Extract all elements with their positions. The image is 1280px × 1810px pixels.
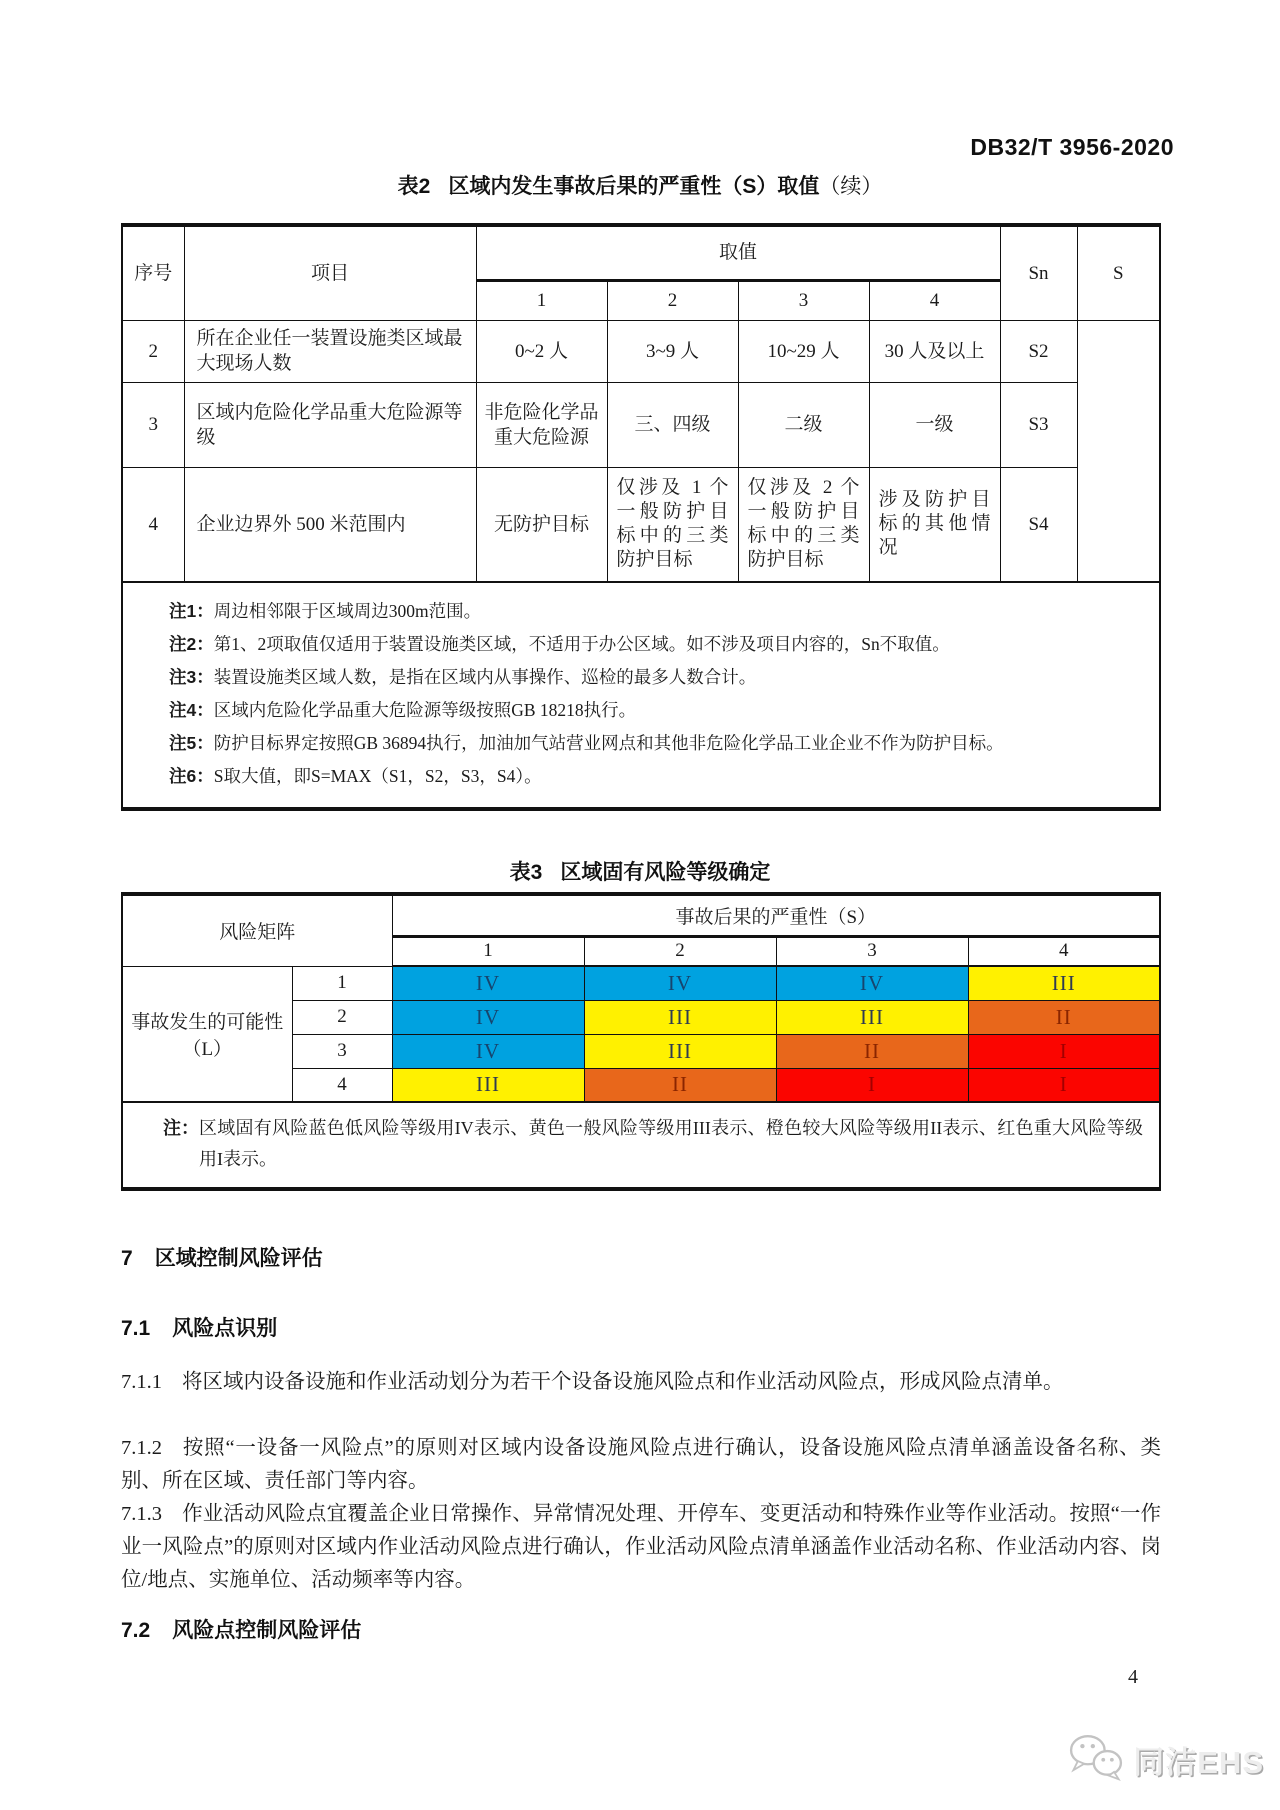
- matrix-cell: III: [392, 1068, 584, 1102]
- note-label: 注3：: [169, 667, 214, 687]
- table3-caption-label: 表3: [509, 861, 543, 884]
- table-cell-v1: 无防护目标: [476, 467, 607, 582]
- note-text: 装置设施类区域人数，是指在区域内从事操作、巡检的最多人数合计。: [213, 667, 757, 687]
- table3-header-s1: 1: [392, 936, 584, 966]
- table-cell-v1: 非危险化学品重大危险源: [476, 382, 607, 467]
- table2-note-3: [169, 661, 1145, 694]
- table-cell-sn: S3: [1000, 382, 1077, 467]
- note-text: 防护目标界定按照GB 36894执行，加油加气站营业网点和其他非危险化学品工业企业不作为防护目标。: [213, 733, 1004, 753]
- note-text: 区域内危险化学品重大危险源等级按照GB 18218执行。: [213, 700, 637, 720]
- note-label: 注4：: [169, 700, 214, 720]
- table2-header-item: 项目: [184, 225, 476, 320]
- section-number: 7.2: [121, 1619, 151, 1642]
- note-label: 注6：: [169, 766, 214, 786]
- table3-note: [122, 1102, 1160, 1189]
- standard-code: DB32/T 3956-2020: [970, 134, 1174, 160]
- matrix-cell: III: [776, 1000, 968, 1034]
- table3-caption: [121, 856, 1159, 886]
- table3-note-row: [122, 1102, 1160, 1189]
- table-cell-seq: 4: [122, 467, 184, 582]
- table2-notes: [122, 582, 1160, 809]
- matrix-row: [122, 966, 1160, 1000]
- table2-header-value: 取值: [476, 225, 1000, 280]
- page-number: 4: [1128, 1666, 1138, 1688]
- table2-header-value-4: 4: [869, 280, 1000, 320]
- note-text: 区域固有风险蓝色低风险等级用IV表示、黄色一般风险等级用III表示、橙色较大风险等级用II表示、红色重大风险等级用I表示。: [199, 1118, 1144, 1169]
- paragraph-7-1-2: [121, 1432, 1161, 1498]
- table-cell-v4: 一级: [869, 382, 1000, 467]
- section-number: 7: [121, 1247, 133, 1270]
- matrix-row-label: 4: [292, 1068, 392, 1102]
- note-text: 周边相邻限于区域周边300m范围。: [213, 601, 482, 621]
- table-cell-v2: 3~9 人: [607, 320, 738, 382]
- note-text: 第1、2项取值仅适用于装置设施类区域，不适用于办公区域。如不涉及项目内容的，Sn不取值。: [213, 634, 950, 654]
- table2-caption: [121, 170, 1159, 200]
- matrix-cell: II: [584, 1068, 776, 1102]
- table-cell-v3: 10~29 人: [738, 320, 869, 382]
- matrix-cell: I: [776, 1068, 968, 1102]
- matrix-cell: I: [968, 1068, 1160, 1102]
- table2-header-value-2: 2: [607, 280, 738, 320]
- table2-caption-label: 表2: [397, 175, 431, 198]
- table2-severity-values: [121, 223, 1161, 811]
- matrix-cell: IV: [392, 1000, 584, 1034]
- table2-note-2: [169, 628, 1145, 661]
- table2-note-6: [169, 760, 1145, 793]
- paragraph-number: 7.1.3: [121, 1503, 162, 1525]
- table-cell-item: 区域内危险化学品重大危险源等级: [184, 382, 476, 467]
- table2-header-s: S: [1077, 225, 1160, 320]
- matrix-cell: II: [776, 1034, 968, 1068]
- table-cell-v2: 仅涉及 1 个一般防护目标中的三类防护目标: [607, 467, 738, 582]
- section-title: 区域控制风险评估: [154, 1247, 323, 1270]
- table-cell-item: 所在企业任一装置设施类区域最大现场人数: [184, 320, 476, 382]
- table3-header-row-1: [122, 894, 1160, 936]
- table-row: [122, 467, 1160, 582]
- matrix-row-label: 2: [292, 1000, 392, 1034]
- section-title: 风险点识别: [172, 1317, 278, 1340]
- matrix-row-label: 1: [292, 966, 392, 1000]
- section-7-1-heading: [121, 1312, 1159, 1342]
- table-cell-s-merged: [1077, 320, 1160, 582]
- watermark-text: 同洁EHS: [1133, 1745, 1264, 1780]
- table2-note-1: [169, 595, 1145, 628]
- table2-note-4: [169, 694, 1145, 727]
- table-cell-v1: 0~2 人: [476, 320, 607, 382]
- paragraph-text: 将区域内设备设施和作业活动划分为若干个设备设施风险点和作业活动风险点，形成风险点清单。: [182, 1371, 1064, 1393]
- table-cell-sn: S2: [1000, 320, 1077, 382]
- paragraph-7-1-1: [121, 1366, 1161, 1399]
- matrix-cell: III: [584, 1000, 776, 1034]
- paragraph-text: 作业活动风险点宜覆盖企业日常操作、异常情况处理、开停车、变更活动和特殊作业等作业活动。按照“一作业一风险点”的原则对区域内作业活动风险点进行确认，作业活动风险点清单涵盖作业活动名称、作业活动内容、岗位/地点、实施单位、活动频率等内容。: [121, 1503, 1161, 1591]
- table3-header-matrix: 风险矩阵: [122, 894, 392, 966]
- table-cell-seq: 2: [122, 320, 184, 382]
- paragraph-text: 按照“一设备一风险点”的原则对区域内设备设施风险点进行确认，设备设施风险点清单涵盖设备名称、类别、所在区域、责任部门等内容。: [121, 1437, 1161, 1492]
- matrix-cell: IV: [392, 966, 584, 1000]
- table3-caption-title: 区域固有风险等级确定: [560, 861, 771, 884]
- paragraph-7-1-3: [121, 1498, 1161, 1597]
- section-7-heading: [121, 1242, 1159, 1272]
- table-cell-v4: 涉及防护目标的其他情况: [869, 467, 1000, 582]
- table2-notes-row: [122, 582, 1160, 809]
- table2-header-value-3: 3: [738, 280, 869, 320]
- table3-header-s2: 2: [584, 936, 776, 966]
- matrix-cell: III: [968, 966, 1160, 1000]
- note-text: S取大值，即S=MAX（S1，S2，S3，S4）。: [213, 766, 542, 786]
- table2-header-value-1: 1: [476, 280, 607, 320]
- table-cell-sn: S4: [1000, 467, 1077, 582]
- table-cell-v3: 仅涉及 2 个一般防护目标中的三类防护目标: [738, 467, 869, 582]
- wechat-icon: [1067, 1733, 1125, 1786]
- table-row: [122, 382, 1160, 467]
- table2-header-row-1: [122, 225, 1160, 280]
- table2-header-sn: Sn: [1000, 225, 1077, 320]
- note-label: 注1：: [169, 601, 214, 621]
- table-cell-v2: 三、四级: [607, 382, 738, 467]
- section-7-2-heading: [121, 1614, 1159, 1644]
- table-cell-v4: 30 人及以上: [869, 320, 1000, 382]
- table-cell-item: 企业边界外 500 米范围内: [184, 467, 476, 582]
- section-number: 7.1: [121, 1317, 151, 1340]
- paragraph-number: 7.1.2: [121, 1437, 162, 1459]
- table2-caption-continued: （续）: [819, 174, 883, 198]
- note-label: 注2：: [169, 634, 214, 654]
- note-label: 注5：: [169, 733, 214, 753]
- paragraph-number: 7.1.1: [121, 1371, 162, 1393]
- table2-caption-title: 区域内发生事故后果的严重性（S）取值: [448, 175, 820, 198]
- matrix-cell: III: [584, 1034, 776, 1068]
- table3-risk-matrix: [121, 892, 1161, 1191]
- table3-likelihood-label: 事故发生的可能性（L）: [122, 966, 292, 1102]
- note-label: 注：: [163, 1118, 199, 1138]
- table-cell-v3: 二级: [738, 382, 869, 467]
- table3-header-s4: 4: [968, 936, 1160, 966]
- matrix-cell: II: [968, 1000, 1160, 1034]
- matrix-cell: IV: [392, 1034, 584, 1068]
- matrix-cell: IV: [776, 966, 968, 1000]
- table2-header-seq: 序号: [122, 225, 184, 320]
- section-title: 风险点控制风险评估: [172, 1619, 362, 1642]
- table2-note-5: [169, 727, 1145, 760]
- matrix-row-label: 3: [292, 1034, 392, 1068]
- matrix-cell: I: [968, 1034, 1160, 1068]
- table3-header-s3: 3: [776, 936, 968, 966]
- table-cell-seq: 3: [122, 382, 184, 467]
- table-row: [122, 320, 1160, 382]
- watermark: [1067, 1733, 1264, 1786]
- table3-header-severity: 事故后果的严重性（S）: [392, 894, 1160, 936]
- matrix-cell: IV: [584, 966, 776, 1000]
